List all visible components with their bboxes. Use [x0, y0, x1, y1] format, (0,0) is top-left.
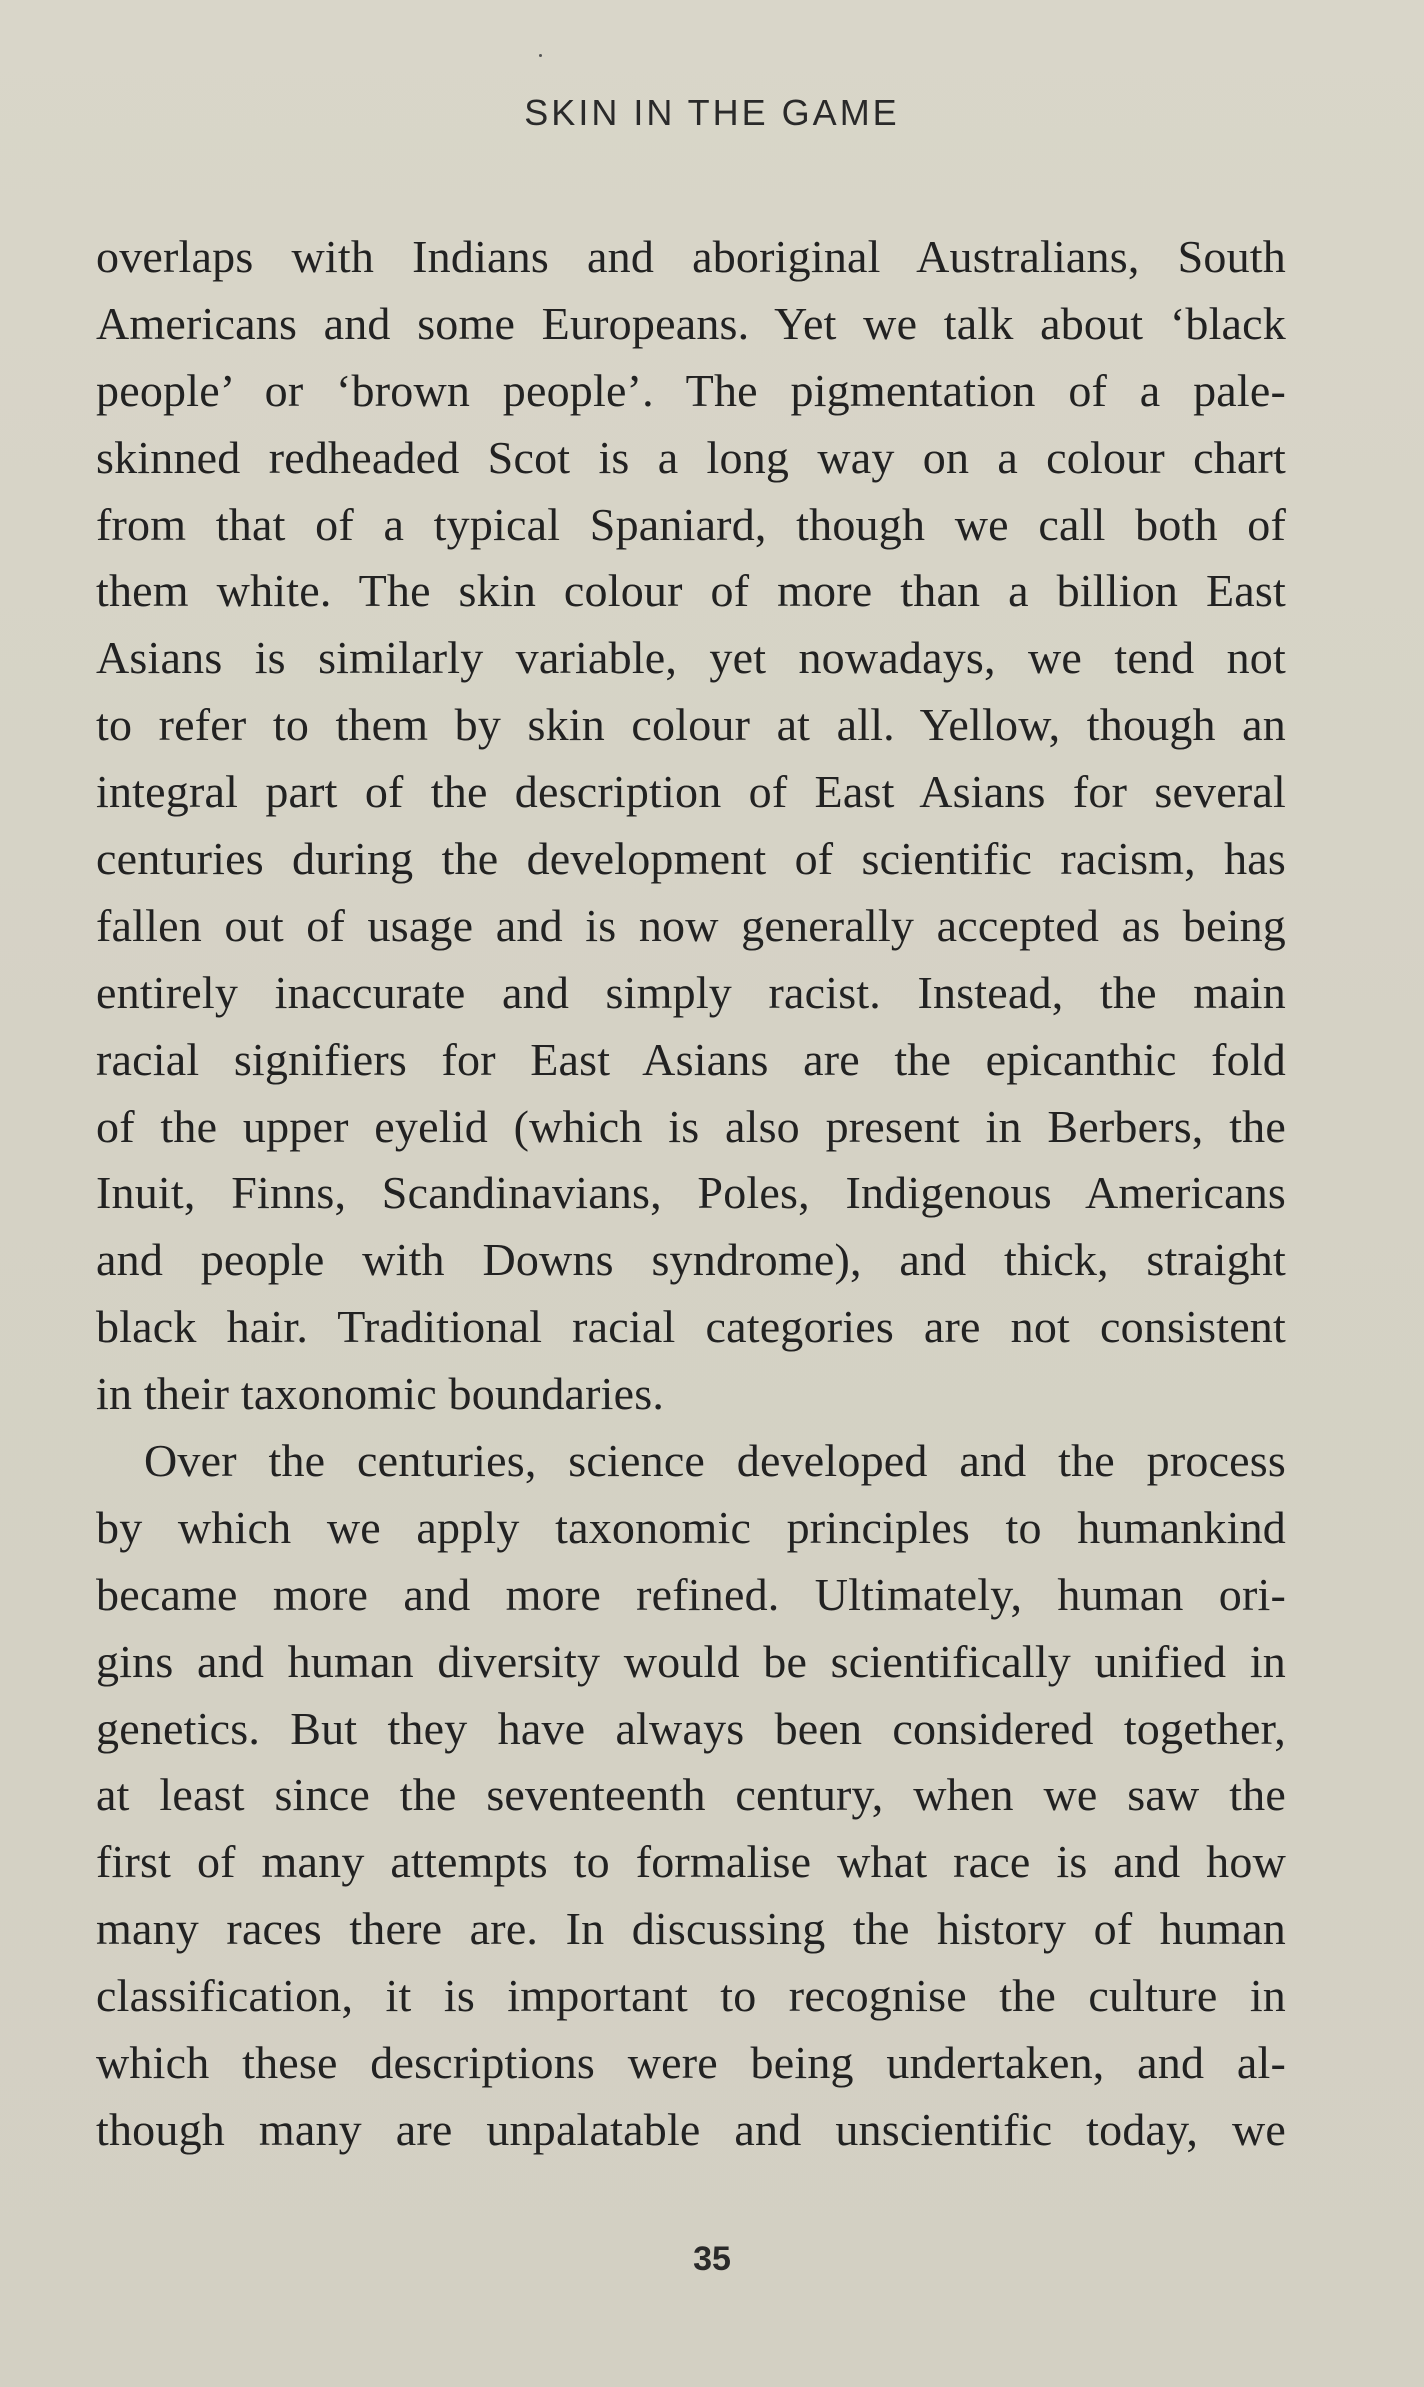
text-line: Inuit, Finns, Scandinavians, Poles, Indigenous Americans [96, 1167, 1286, 1219]
text-line: to refer to them by skin colour at all. Yellow, though an [96, 699, 1286, 751]
text-line: fallen out of usage and is now generally accepted as being [96, 899, 1286, 951]
text-line: became more and more refined. Ultimately, human ori- [96, 1568, 1286, 1620]
running-header: SKIN IN THE GAME [524, 92, 900, 133]
paragraph-1 [96, 224, 1286, 1428]
page-number: 35 [693, 2240, 731, 2278]
text-line: by which we apply taxonomic principles to humankind [96, 1501, 1286, 1553]
text-line: them white. The skin colour of more than a billion East [96, 565, 1286, 617]
text-line: which these descriptions were being undertaken, and al- [96, 2037, 1286, 2089]
text-line: Asians is similarly variable, yet nowadays, we tend not [96, 632, 1286, 684]
text-line: though many are unpalatable and unscientific today, we [96, 2103, 1286, 2155]
page-speck [539, 54, 542, 57]
body-text [96, 224, 1286, 2164]
text-line: of the upper eyelid (which is also present in Berbers, the [96, 1100, 1286, 1152]
text-line: people’ or ‘brown people’. The pigmentation of a pale- [96, 364, 1286, 416]
text-line: gins and human diversity would be scientifically unified in [96, 1635, 1286, 1687]
text-line: first of many attempts to formalise what race is and how [96, 1836, 1286, 1888]
text-line: black hair. Traditional racial categories are not consistent [96, 1301, 1286, 1353]
text-line: from that of a typical Spaniard, though we call both of [96, 498, 1286, 550]
text-line: overlaps with Indians and aboriginal Australians, South [96, 231, 1286, 282]
text-line: and people with Downs syndrome), and thick, straight [96, 1234, 1286, 1286]
text-line: entirely inaccurate and simply racist. Instead, the main [96, 966, 1286, 1018]
text-line: integral part of the description of East Asians for several [96, 766, 1286, 818]
text-line: skinned redheaded Scot is a long way on a colour chart [96, 431, 1286, 483]
text-line: Americans and some Europeans. Yet we talk about ‘black [96, 297, 1286, 349]
text-line: many races there are. In discussing the history of human [96, 1903, 1286, 1955]
text-line: racial signifiers for East Asians are the epicanthic fold [96, 1033, 1286, 1085]
text-line: genetics. But they have always been considered together, [96, 1702, 1286, 1754]
text-line: Over the centuries, science developed and the process [144, 1435, 1286, 1487]
text-line: centuries during the development of scientific racism, has [96, 833, 1286, 885]
paragraph-2 [96, 1428, 1286, 2164]
text-line: in their taxonomic boundaries. [96, 1368, 665, 1420]
text-line: at least since the seventeenth century, when we saw the [96, 1769, 1286, 1821]
text-line: classification, it is important to recognise the culture in [96, 1970, 1286, 2022]
